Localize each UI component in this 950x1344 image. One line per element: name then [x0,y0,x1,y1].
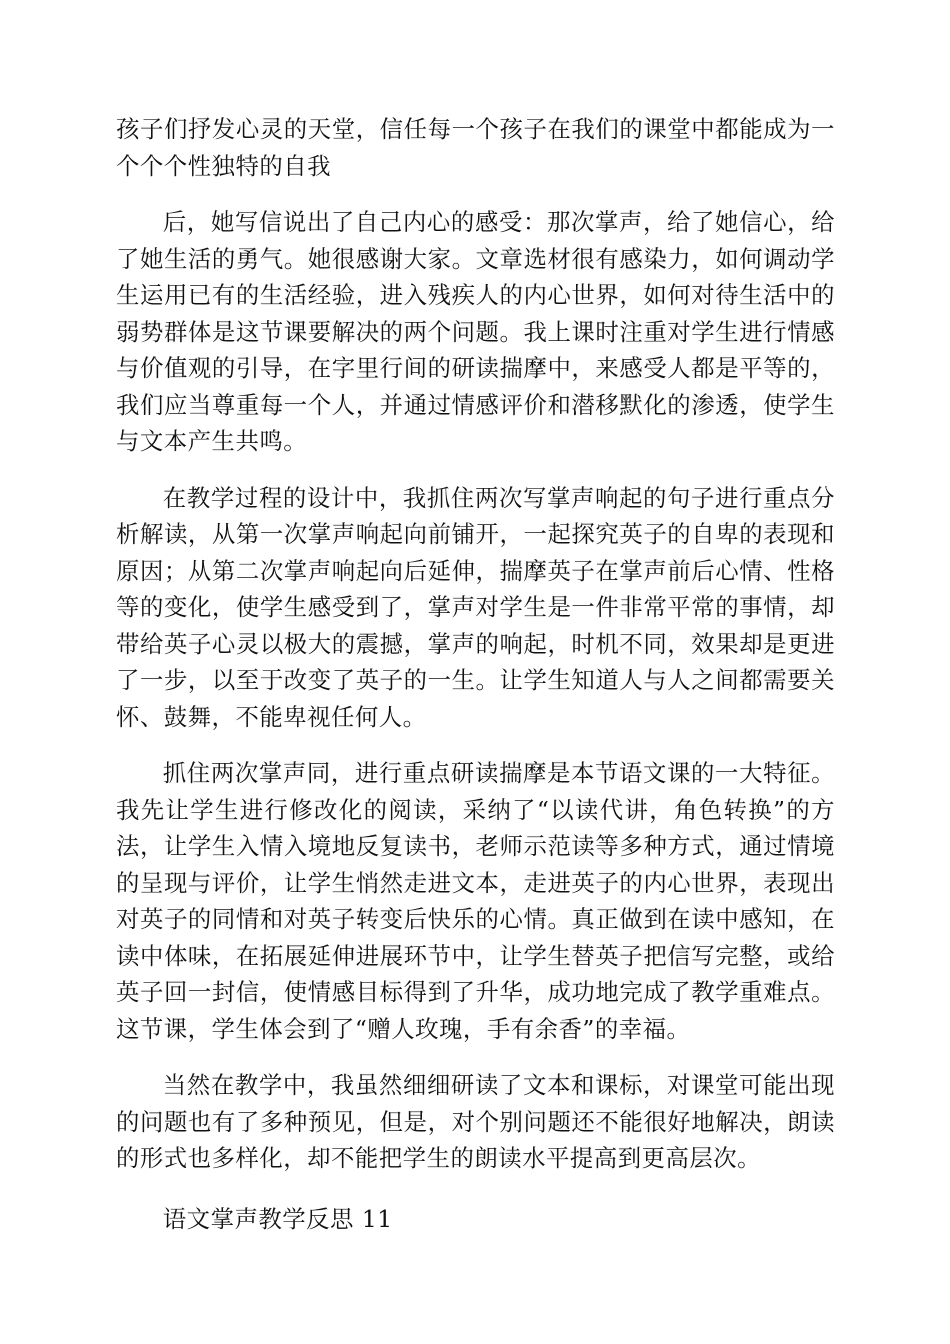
paragraph-continued: 孩子们抒发心灵的天堂，信任每一个孩子在我们的课堂中都能成为一个个个性独特的自我 [116,115,835,180]
paragraph-reading: 抓住两次掌声同，进行重点研读揣摩是本节语文课的一大特征。我先让学生进行修改化的阅读，采纳了“以读代讲，角色转换”的方法，让学生入情入境地反复读书，老师示范读等多种方式，通过情境的呈现与评价，让学生悄然走进文本，走进英子的内心世界，表现出对英子的同情和对英子转变后快乐的心情。真正做到在读中感知，在读中体味，在拓展延伸进展环节中，让学生替英子把信写完整，或给英子回一封信，使情感目标得到了升华，成功地完成了教学重难点。这节课，学生体会到了“赠人玫瑰，手有余香”的幸福。 [116,759,835,1043]
paragraph-reflection: 当然在教学中，我虽然细细研读了文本和课标，对课堂可能出现的问题也有了多种预见，但是，对个别问题还不能很好地解决，朗读的形式也多样化，却不能把学生的朗读水平提高到更高层次。 [116,1071,835,1172]
section-title: 语文掌声教学反思 11 [162,1204,393,1233]
paragraph-design: 在教学过程的设计中，我抓住两次写掌声响起的句子进行重点分析解读，从第一次掌声响起向前铺开，一起探究英子的自卑的表现和原因；从第二次掌声响起向后延伸，揣摩英子在掌声前后心情、性格等的变化，使学生感受到了，掌声对学生是一件非常平常的事情，却带给英子心灵以极大的震撼，掌声的响起，时机不同，效果却是更进了一步，以至于改变了英子的一生。让学生知道人与人之间都需要关怀、鼓舞，不能卑视任何人。 [116,483,835,731]
paragraph-feelings: 后，她写信说出了自己内心的感受：那次掌声，给了她信心，给了她生活的勇气。她很感谢大家。文章选材很有感染力，如何调动学生运用已有的生活经验，进入残疾人的内心世界，如何对待生活中的弱势群体是这节课要解决的两个问题。我上课时注重对学生进行情感与价值观的引导，在字里行间的研读揣摩中，来感受人都是平等的，我们应当尊重每一个人，并通过情感评价和潜移默化的渗透，使学生与文本产生共鸣。 [116,208,835,455]
